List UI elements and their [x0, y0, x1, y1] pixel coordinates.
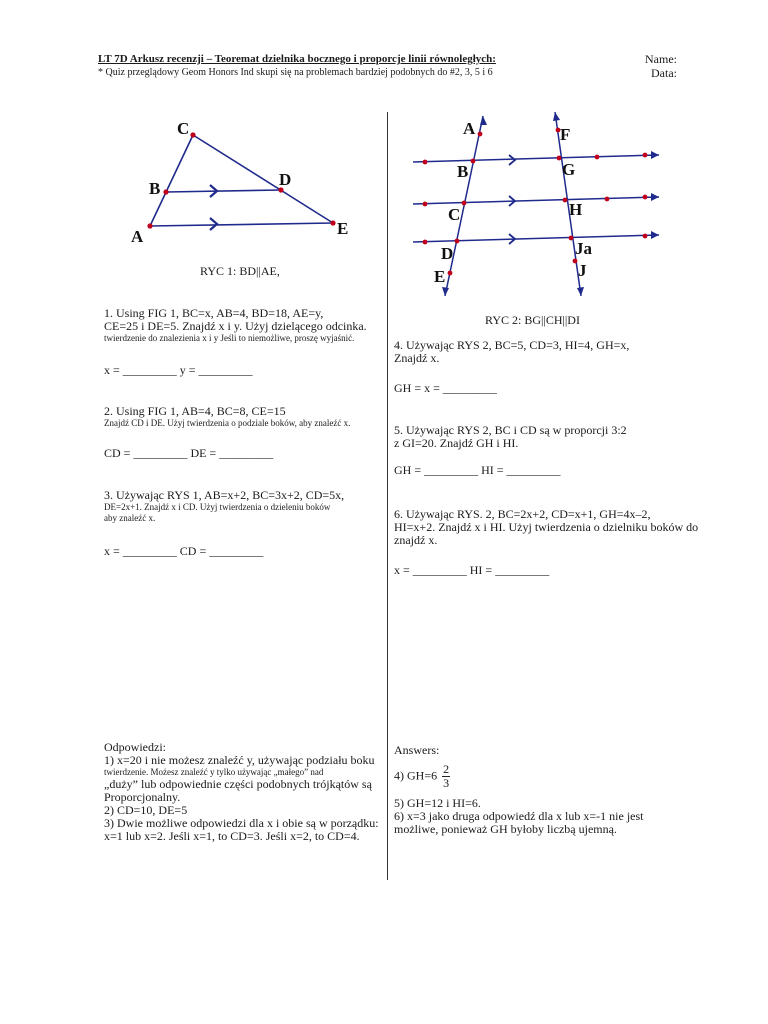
question-5: [394, 424, 714, 450]
q5-answer-blank[interactable]: GH = _________ HI = _________: [394, 463, 561, 477]
q4-answer-blank[interactable]: GH = x = _________: [394, 381, 497, 395]
figure-2-parallel-lines: [405, 108, 670, 303]
parallel-line-ch: [413, 197, 659, 204]
answers-heading-right: Answers:: [394, 743, 440, 757]
answer-4-fraction: [442, 763, 450, 790]
question-1: [104, 307, 384, 344]
point-e: [330, 220, 335, 225]
q1-line-1: 1. Using FIG 1, BC=x, AB=4, BD=18, AE=y,: [104, 306, 324, 320]
q4-line-2: Znajdź x.: [394, 351, 440, 365]
q2-line-2: Znajdź CD i DE. Użyj twierdzenia o podziale boków, aby znaleźć x.: [104, 418, 351, 428]
q6-line-3: znajdź x.: [394, 533, 438, 547]
q3-line-2: DE=2x+1. Znajdź x i CD. Użyj twierdzenia o dzieleniu boków: [104, 502, 331, 512]
arrowhead-left-bottom: [442, 287, 449, 296]
label-c: C: [177, 119, 190, 138]
label-c: C: [448, 205, 461, 224]
point-a: [147, 223, 152, 228]
arrowhead-bg: [651, 151, 659, 159]
label-h: H: [569, 200, 583, 219]
label-b: B: [457, 162, 469, 181]
q5-line-1: 5. Używając RYS 2, BC i CD są w proporcji 3:2: [394, 423, 627, 437]
q3-line-1: 3. Używając RYS 1, AB=x+2, BC=3x+2, CD=5x,: [104, 488, 345, 502]
figure-1-caption: RYC 1: BD||AE,: [200, 264, 280, 278]
label-b: B: [149, 179, 161, 198]
answer-6-line-1: 6) x=3 jako druga odpowiedź dla x lub x=-1 nie jest: [394, 809, 644, 823]
question-3: [104, 489, 394, 524]
question-4: [394, 339, 714, 365]
answers-right: [394, 797, 674, 836]
date-label: Data:: [651, 66, 677, 80]
name-label: Name:: [645, 52, 677, 66]
answer-1-line-2: twierdzenie. Możesz znaleźć y tylko używając „małego” nad: [104, 767, 324, 777]
arrowhead-right-top: [553, 112, 560, 121]
worksheet-title: LT 7D Arkusz recenzji – Teoremat dzielnika bocznego i proporcje linii równoległych:: [98, 53, 496, 65]
label-e: E: [434, 267, 446, 286]
fraction-numerator: 2: [443, 762, 450, 776]
quiz-note: * Quiz przeglądowy Geom Honors Ind skupi się na problemach bardziej podobnych do #2, 3, 5 i 6: [98, 67, 493, 78]
q1-line-2: CE=25 i DE=5. Znajdź x i y. Użyj dzielącego odcinka.: [104, 319, 367, 333]
figure-1-triangle: [120, 110, 360, 250]
point-c: [190, 132, 195, 137]
answer-4: [394, 763, 450, 790]
parallel-line-bg: [413, 155, 659, 162]
q3-line-3: aby znaleźć x.: [104, 513, 156, 523]
arrowhead-right-bottom: [577, 287, 584, 296]
q2-line-1: 2. Using FIG 1, AB=4, BC=8, CE=15: [104, 404, 286, 418]
question-6: [394, 508, 714, 547]
point-b: [163, 189, 168, 194]
label-j: J: [578, 261, 587, 280]
answer-4-text: 4) GH=6: [394, 768, 438, 783]
label-ja: Ja: [575, 239, 592, 258]
label-f: F: [560, 125, 571, 144]
answer-2: 2) CD=10, DE=5: [104, 803, 188, 817]
q6-line-2: HI=x+2. Znajdź x i HI. Użyj twierdzenia o dzielniku boków do: [394, 520, 699, 534]
answer-1-line-1: 1) x=20 i nie możesz znaleźć y, używając podziału boku: [104, 753, 375, 767]
arrowheads: [442, 112, 659, 296]
segment-bd: [166, 190, 281, 192]
arrowhead-ch: [651, 193, 659, 201]
q5-line-2: z GI=20. Znajdź GH i HI.: [394, 436, 519, 450]
answer-3-line-1: 3) Dwie możliwe odpowiedzi dla x i obie są w porządku:: [104, 816, 379, 830]
arrowhead-di: [651, 231, 659, 239]
q3-answer-blank[interactable]: x = _________ CD = _________: [104, 544, 264, 558]
label-a: A: [131, 227, 144, 246]
answer-5: 5) GH=12 i HI=6.: [394, 796, 481, 810]
fraction-denominator: 3: [443, 776, 450, 790]
triangle-lines: [150, 135, 333, 230]
answer-6-line-2: możliwe, ponieważ GH byłoby liczbą ujemną.: [394, 822, 617, 836]
answers-heading: Odpowiedzi:: [104, 740, 166, 754]
answers-left: [104, 741, 387, 843]
q2-answer-blank[interactable]: CD = _________ DE = _________: [104, 446, 274, 460]
triangle-points: [147, 132, 335, 228]
label-e: E: [337, 219, 349, 238]
figure-2-caption: RYC 2: BG||CH||DI: [485, 313, 580, 327]
label-a: A: [463, 119, 476, 138]
answer-1-line-4: Proporcjonalny.: [104, 790, 181, 804]
parallel-line-di: [413, 235, 659, 242]
answer-3-line-2: x=1 lub x=2. Jeśli x=1, to CD=3. Jeśli x=2, to CD=4.: [104, 829, 360, 843]
transversals-and-parallels: [413, 112, 659, 296]
label-g: G: [562, 160, 576, 179]
arrow-bg: [509, 155, 515, 165]
parallel-arrow-ae: [210, 218, 217, 230]
arrowhead-left-top: [480, 116, 487, 125]
label-d: D: [441, 244, 454, 263]
label-d: D: [279, 170, 292, 189]
segment-ce: [193, 135, 333, 223]
question-2: [104, 405, 394, 429]
figure-2-points: [423, 128, 648, 276]
segment-ae: [150, 223, 333, 226]
q6-answer-blank[interactable]: x = _________ HI = _________: [394, 563, 550, 577]
q6-line-1: 6. Używając RYS. 2, BC=2x+2, CD=x+1, GH=4x–2,: [394, 507, 651, 521]
q1-answer-blank[interactable]: x = _________ y = _________: [104, 363, 253, 377]
q4-line-1: 4. Używając RYS 2, BC=5, CD=3, HI=4, GH=x,: [394, 338, 630, 352]
answer-1-line-3: „duży” lub odpowiednie części podobnych trójkątów są: [104, 777, 372, 791]
q1-line-3: twierdzenie do znalezienia x i y Jeśli to niemożliwe, proszę wyjaśnić.: [104, 333, 355, 343]
